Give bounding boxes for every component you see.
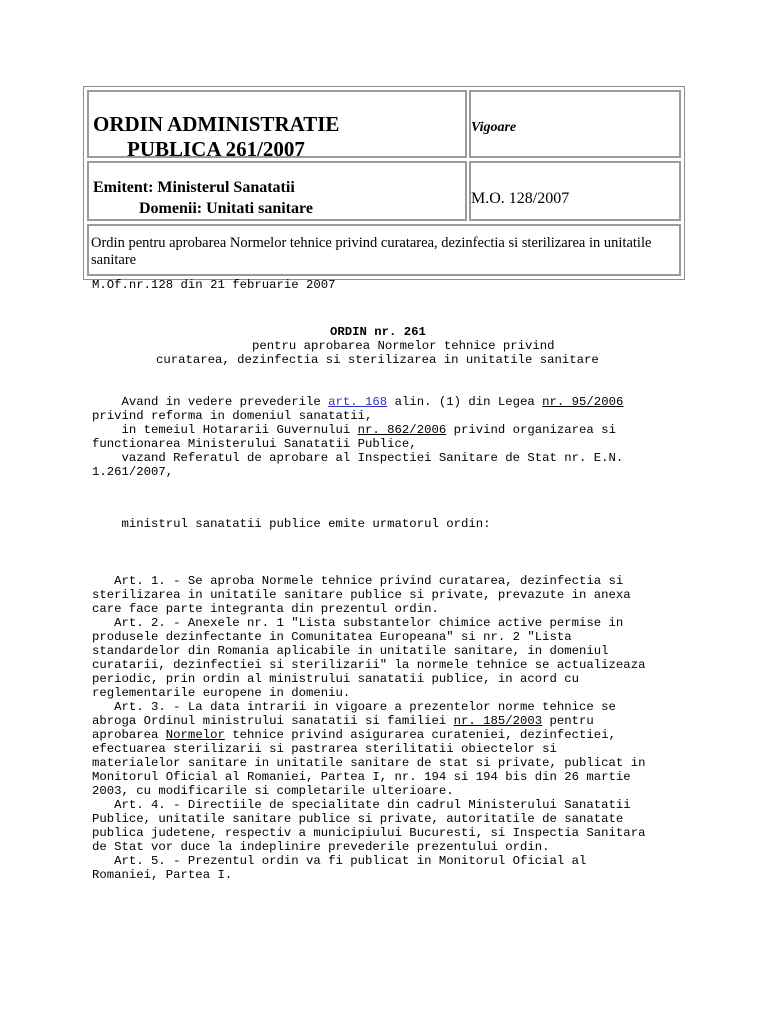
ordin-185-2003-ref[interactable]: nr. 185/2003	[453, 714, 543, 728]
preamble-line6: 1.261/2007,	[92, 465, 174, 479]
article-2-line4: curatarii, dezinfectiei si sterilizarii" la normele tehnice se actualizeaza	[92, 658, 646, 672]
articles-block	[92, 574, 645, 882]
article-1-line3: care face parte integranta din prezentul ordin.	[92, 602, 439, 616]
document-title-line2: PUBLICA 261/2007	[127, 137, 305, 158]
preamble-line2: privind reforma in domeniul sanatatii,	[92, 409, 373, 423]
order-subtitle-line1: pentru aprobarea Normelor tehnice privind	[252, 339, 555, 353]
order-heading: ORDIN nr. 261	[330, 325, 426, 339]
domenii-label: Domenii: Unitati sanitare	[139, 200, 313, 217]
normelor-ref[interactable]: Normelor	[165, 728, 225, 742]
article-2-line1: Art. 2. - Anexele nr. 1 "Lista substantelor chimice active permise in	[92, 616, 624, 630]
article-4-line3: publica judetene, respectiv a municipiului Bucuresti, si Inspectia Sanitara	[92, 826, 646, 840]
article-5-line1: Art. 5. - Prezentul ordin va fi publicat in Monitorul Oficial al	[92, 854, 587, 868]
article-3-line3: aprobarea Normelor tehnice privind asigurarea curateniei, dezinfectiei,	[92, 728, 616, 742]
hg-862-2006-ref[interactable]: nr. 862/2006	[357, 423, 447, 437]
article-4-line4: de Stat vor duce la indeplinire prevederile prezentului ordin.	[92, 840, 550, 854]
article-1-line2: sterilizarea in unitatile sanitare publice si private, prevazute in anexa	[92, 588, 631, 602]
article-3-line7: 2003, cu modificarile si completarile ulterioare.	[92, 784, 454, 798]
monitor-oficial-ref: M.O. 128/2007	[471, 190, 570, 207]
preamble-line1: Avand in vedere prevederile art. 168 alin. (1) din Legea nr. 95/2006	[92, 395, 624, 409]
article-3-line6: Monitorul Oficial al Romaniei, Partea I, nr. 194 si 194 bis din 26 martie	[92, 770, 631, 784]
title-cell	[87, 90, 467, 158]
preamble-line3: in temeiul Hotararii Guvernului nr. 862/2006 privind organizarea si	[92, 423, 616, 437]
document-header-table	[83, 86, 685, 280]
document-description: Ordin pentru aprobarea Normelor tehnice privind curatarea, dezinfectia si sterilizarea in unitatile sanitare	[91, 235, 652, 268]
monitor-cell	[469, 161, 681, 221]
article-4-line2: Publice, unitatile sanitare publice si private, autoritatile de sanatate	[92, 812, 624, 826]
article-3-line1: Art. 3. - La data intrarii in vigoare a prezentelor norme tehnice se	[92, 700, 616, 714]
article-3-line5: materialelor sanitare in unitatile sanitare de stat si private, publicat in	[92, 756, 646, 770]
document-title-line1: ORDIN ADMINISTRATIE	[93, 112, 340, 136]
article-3-line4: efectuarea sterilizarii si pastrarea sterilitatii obiectelor si	[92, 742, 557, 756]
order-subtitle-line2: curatarea, dezinfectia si sterilizarea in unitatile sanitare	[156, 353, 599, 367]
art-168-link[interactable]: art. 168	[328, 395, 388, 409]
article-2-line6: reglementarile europene in domeniu.	[92, 686, 351, 700]
article-2-line3: standardelor din Romania aplicabile in unitatile sanitare, in domeniul	[92, 644, 609, 658]
preamble-line5: vazand Referatul de aprobare al Inspectiei Sanitare de Stat nr. E.N.	[92, 451, 624, 465]
order-heading-block	[92, 325, 692, 367]
article-2-line5: periodic, prin ordin al ministrului sanatatii publice, in acord cu	[92, 672, 580, 686]
emitent-cell	[87, 161, 467, 221]
article-5-line2: Romaniei, Partea I.	[92, 868, 233, 882]
article-3-line2: abroga Ordinul ministrului sanatatii si familiei nr. 185/2003 pentru	[92, 714, 594, 728]
emits-block	[92, 517, 490, 531]
article-2-line2: produsele dezinfectante in Comunitatea Europeana" si nr. 2 "Lista	[92, 630, 572, 644]
emits-statement: ministrul sanatatii publice emite urmatorul ordin:	[92, 517, 491, 531]
emitent-label: Emitent: Ministerul Sanatatii	[93, 179, 295, 196]
publication-text: M.Of.nr.128 din 21 februarie 2007	[92, 278, 336, 292]
law-95-2006-ref[interactable]: nr. 95/2006	[542, 395, 624, 409]
article-1-line1: Art. 1. - Se aproba Normele tehnice privind curatarea, dezinfectia si	[92, 574, 624, 588]
status-cell	[469, 90, 681, 158]
preamble-block	[92, 395, 623, 479]
status-label: Vigoare	[471, 120, 517, 135]
description-cell	[87, 224, 681, 276]
article-4-line1: Art. 4. - Directiile de specialitate din cadrul Ministerului Sanatatii	[92, 798, 631, 812]
publication-line	[92, 278, 336, 292]
preamble-line4: functionarea Ministerului Sanatatii Publice,	[92, 437, 417, 451]
